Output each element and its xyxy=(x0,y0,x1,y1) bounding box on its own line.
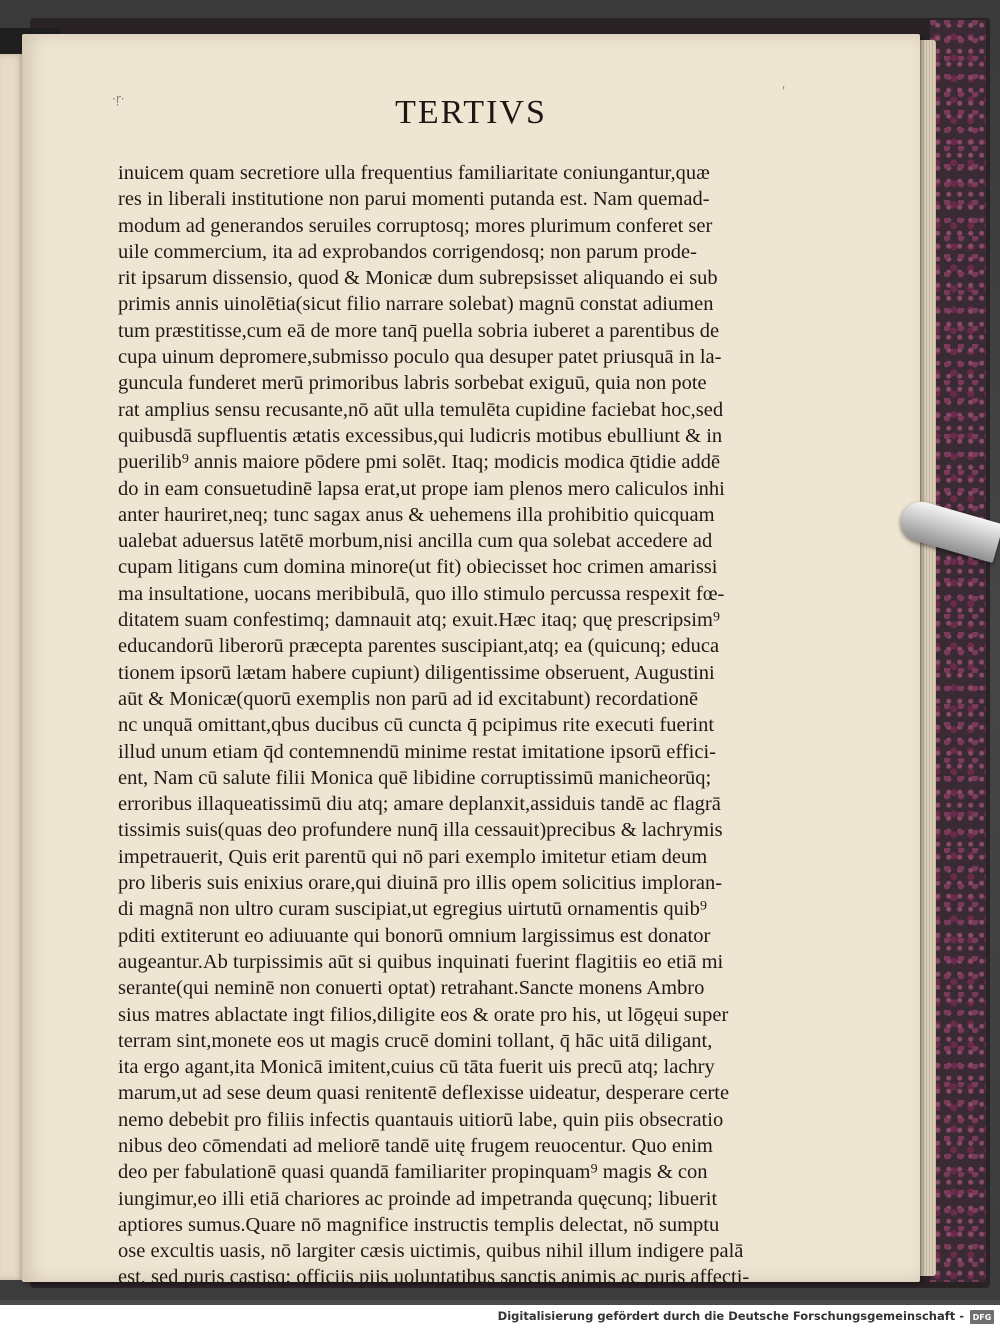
text-line: guncula funderet merū primoribus labris sorbebat exiguū, quia non pote xyxy=(118,372,707,395)
text-line: pditi extiterunt eo adiuuante qui bonorū omnium largissimus est donator xyxy=(118,924,711,947)
text-line: ditatem suam confestimq; damnauit atq; exuit.Hæc itaq; quę prescripsim⁹ xyxy=(118,609,721,632)
text-line: ita ergo agant,ita Monicā imitent,cuius cū tāta fuerit uis precū atq; lachry xyxy=(118,1056,715,1079)
text-line: nibus deo cōmendati ad meliorē tandē uitę frugem reuocentur. Quo enim xyxy=(118,1134,713,1157)
digitization-footer xyxy=(0,1305,1000,1329)
text-line: ma insultatione, uocans meribibulā, quo illo stimulo percussa respexit fœ- xyxy=(118,582,725,605)
text-line: puerilib⁹ annis maiore pōdere pmi solēt. Itaq; modicis modica q̄tidie addē xyxy=(118,451,721,474)
text-line: pro liberis suis enixius orare,qui diuinā pro illis opem solicitius imploran- xyxy=(118,872,723,895)
text-line: rit ipsarum dissensio, quod & Monicæ dum subrepsisset aliquando ei sub xyxy=(118,267,718,290)
text-line: marum,ut ad sese deum quasi renitentē deflexisse uideatur, desperare certe xyxy=(118,1082,730,1105)
margin-mark: ' xyxy=(782,84,786,98)
text-line: ent, Nam cū salute filii Monica quē libidine corruptissimū manicheorūq; xyxy=(118,766,712,789)
text-line: est, sed puris castisq; officiis piis uoluntatibus sanctis animis ac puris affecti- xyxy=(118,1266,750,1289)
text-line: terram sint,monete eos ut magis crucē domini tollant, q̄ hāc uitā diligant, xyxy=(118,1029,713,1052)
text-line: tionem ipsorū lætam habere cupiunt) diligentissime obseruent, Augustini xyxy=(118,661,715,684)
text-line: primis annis uinolētia(sicut filio narrare solebat) magnū constat adiumen xyxy=(118,293,714,316)
text-line: serante(qui neminē non conuerti optat) retrahant.Sancte monens Ambro xyxy=(118,977,705,1000)
text-line: educandorū liberorū præcepta parentes suscipiant,atq; ea (quicunq; educa xyxy=(118,635,720,658)
footer-credit: Digitalisierung gefördert durch die Deutsche Forschungsgemeinschaft - xyxy=(497,1309,964,1323)
margin-mark: ·ṛ· xyxy=(112,92,125,106)
text-line: deo per fabulationē quasi quandā familiariter propinquam⁹ magis & con xyxy=(118,1161,708,1184)
text-line: res in liberali institutione non parui momenti putanda est. Nam quemad- xyxy=(118,188,710,211)
page-header: TERTIVS xyxy=(395,94,547,131)
left-page-edge xyxy=(0,54,24,1280)
text-line: sius matres ablactate ingt filios,diligite eos & orate pro his, ut lōgęui super xyxy=(118,1003,729,1026)
text-line: uile commercium, ita ad exprobandos corrigendosq; non parum prode- xyxy=(118,240,697,263)
page-stack-edges xyxy=(918,40,936,1276)
text-line: impetrauerit, Quis erit parentū qui nō pari exemplo imitetur etiam deum xyxy=(118,845,708,868)
text-line: ose excultis uasis, nō largiter cæsis uictimis, quibus nihil illum indigere palā xyxy=(118,1240,744,1263)
text-line: nemo debebit pro filiis infectis quantauis uitiorū labe, quin piis obsecratio xyxy=(118,1108,724,1131)
text-line: do in eam consuetudinē lapsa erat,ut prope iam plenos mero caliculos inhi xyxy=(118,477,725,500)
text-line: tum præstitisse,cum eā de more tanq̄ puella sobria iuberet a parentibus de xyxy=(118,319,720,342)
text-line: ualebat aduersus latētē morbum,nisi ancilla cum qua solebat accedere ad xyxy=(118,530,713,553)
text-line: aptiores sumus.Quare nō magnifice instructis templis delectat, nō sumptu xyxy=(118,1213,720,1236)
text-line: cupa uinum depromere,submisso poculo qua desuper patet priusquā in la- xyxy=(118,346,722,369)
text-line: aūt & Monicæ(quorū exemplis non parū ad id excitabunt) recordationē xyxy=(118,687,699,710)
page-text-block xyxy=(118,160,818,1291)
text-line: anter hauriret,neq; tunc sagax anus & uehemens illa prohibitio quicquam xyxy=(118,503,715,526)
dfg-logo: DFG xyxy=(970,1310,994,1324)
text-line: modum ad generandos seruiles corruptosq; mores plurimum conferet ser xyxy=(118,214,713,237)
text-line: illud unum etiam q̄d contemnendū minime restat imitatione ipsorū effici- xyxy=(118,740,716,763)
text-line: augeantur.Ab turpissimis aūt si quibus inquinati fuerint flagitiis eo etiā mi xyxy=(118,950,724,973)
text-line: quibusdā supfluentis ætatis excessibus,qui ludicris motibus ebulliunt & in xyxy=(118,424,723,447)
text-line: nc unquā omittant,qbus ducibus cū cuncta q̄ pcipimus rite executi fuerint xyxy=(118,714,715,737)
text-line: cupam litigans cum domina minore(ut fit) obiecisset hoc crimen amarissi xyxy=(118,556,718,579)
text-line: di magnā non ultro curam suscipiat,ut egregius uirtutū ornamentis quib⁹ xyxy=(118,898,708,921)
text-line: tissimis suis(quas deo profundere nunq̄ illa cessauit)precibus & lachrymis xyxy=(118,819,723,842)
text-line: rat amplius sensu recusante,nō aūt ulla temulēta cupidine faciebat hoc,sed xyxy=(118,398,724,421)
marbled-board xyxy=(930,20,986,1282)
text-line: inuicem quam secretiore ulla frequentius familiaritate coniungantur,quæ xyxy=(118,162,710,184)
text-line: erroribus illaqueatissimū diu atq; amare deplanxit,assiduis tandē ac flagrā xyxy=(118,793,721,816)
book-page xyxy=(22,34,920,1289)
text-line: iungimur,eo illi etiā chariores ac proinde ad impetranda quęcunq; libuerit xyxy=(118,1187,718,1210)
